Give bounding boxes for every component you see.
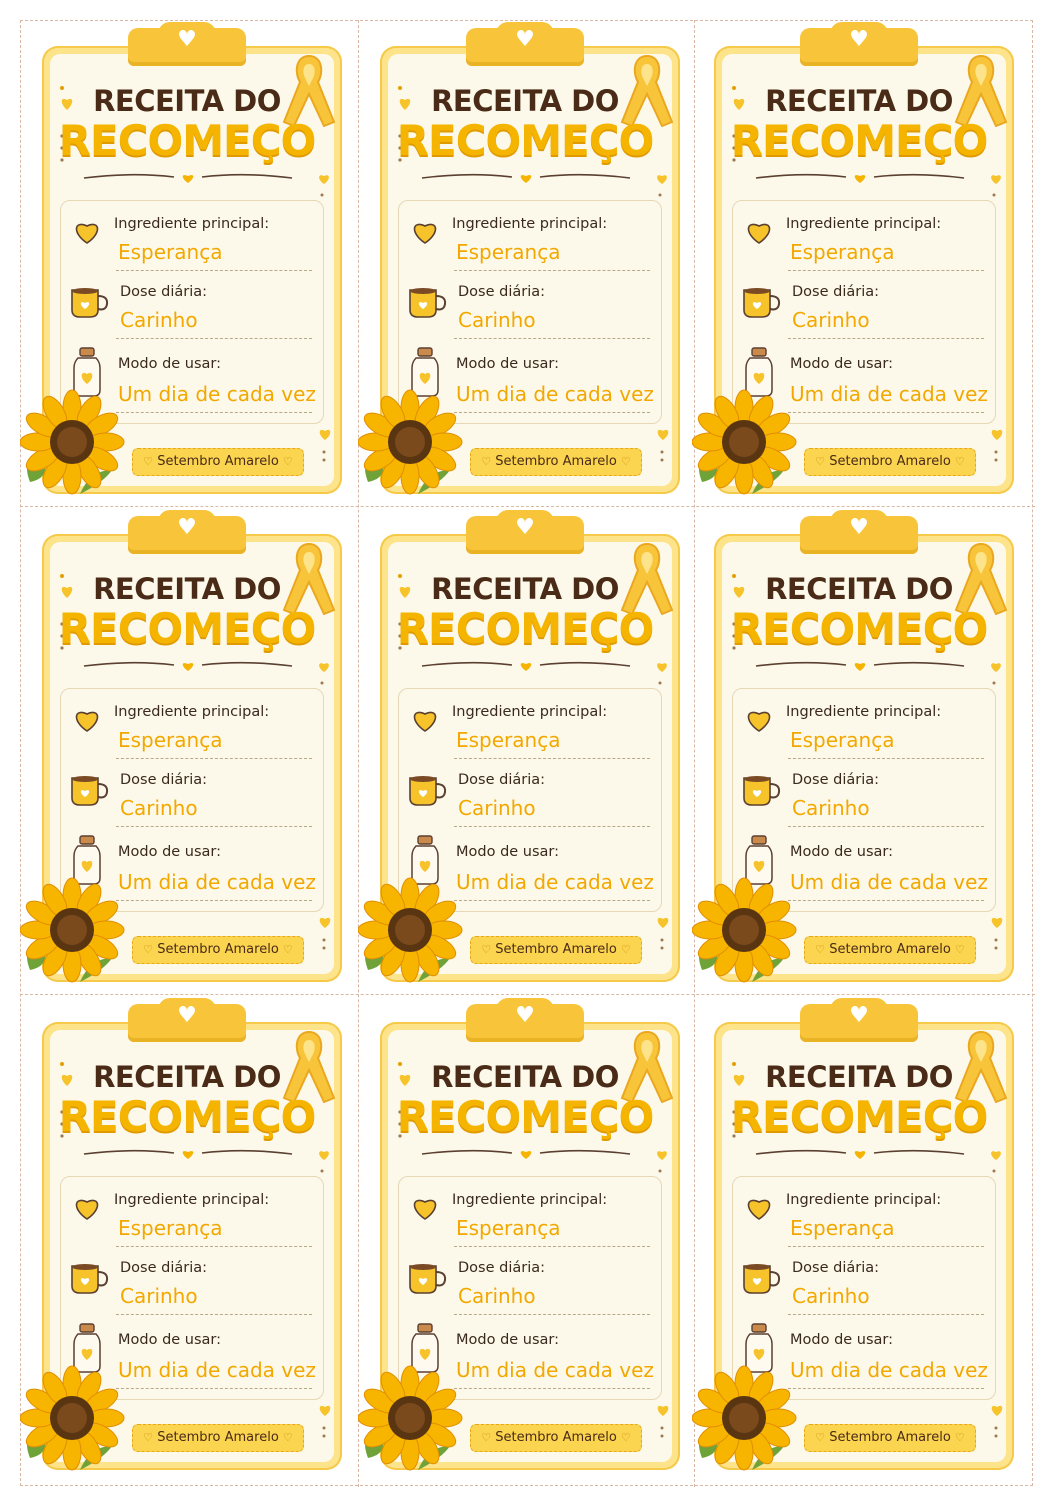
card-title-line2: RECOMEÇO <box>730 604 988 653</box>
writing-line <box>116 1388 312 1389</box>
divider-icon <box>754 170 966 184</box>
sunflower-icon <box>692 386 802 496</box>
ingredient-label: Ingrediente principal: <box>452 216 608 232</box>
card-title-line2: RECOMEÇO <box>396 116 654 165</box>
usage-label: Modo de usar: <box>790 356 894 372</box>
card-title-line1: RECEITA DO <box>765 572 953 606</box>
divider-icon <box>420 1146 632 1160</box>
writing-line <box>454 758 650 759</box>
setembro-amarelo-badge <box>470 1424 642 1452</box>
heart-icon: ♡ <box>143 1431 154 1444</box>
heart-icon <box>654 170 670 186</box>
heart-icon <box>988 1400 1006 1440</box>
usage-label: Modo de usar: <box>456 1332 560 1348</box>
ingredient-value: Esperança <box>118 240 223 264</box>
heart-icon <box>742 704 776 734</box>
ingredient-label: Ingrediente principal: <box>114 1192 270 1208</box>
recipe-card <box>692 996 1026 1484</box>
writing-line <box>116 1246 312 1247</box>
heart-icon <box>70 1192 104 1222</box>
heart-icon <box>742 216 776 246</box>
writing-line <box>454 1388 650 1389</box>
heart-icon <box>316 658 332 674</box>
dose-label: Dose diária: <box>120 1260 207 1276</box>
sunflower-icon <box>692 1362 802 1472</box>
heart-icon <box>742 1192 776 1222</box>
heart-icon: ♡ <box>620 455 631 468</box>
usage-label: Modo de usar: <box>790 844 894 860</box>
writing-line <box>788 412 984 413</box>
heart-icon <box>70 704 104 734</box>
heart-icon <box>316 1400 334 1440</box>
mug-icon <box>406 772 450 808</box>
dose-value: Carinho <box>792 796 870 820</box>
usage-label: Modo de usar: <box>118 356 222 372</box>
heart-icon: ♥ <box>849 27 869 52</box>
heart-icon: ♡ <box>481 943 492 956</box>
dose-value: Carinho <box>120 796 198 820</box>
writing-line <box>116 1314 312 1315</box>
heart-icon: ♡ <box>282 1431 293 1444</box>
recipe-card <box>20 508 354 996</box>
card-title-line1: RECEITA DO <box>93 572 281 606</box>
heart-icon <box>654 1400 672 1440</box>
setembro-amarelo-badge <box>132 1424 304 1452</box>
writing-line <box>454 338 650 339</box>
heart-icon <box>316 1146 332 1162</box>
dose-value: Carinho <box>120 308 198 332</box>
ingredient-label: Ingrediente principal: <box>786 704 942 720</box>
usage-value: Um dia de cada vez <box>456 382 654 406</box>
writing-line <box>454 412 650 413</box>
heart-icon: ♡ <box>815 455 826 468</box>
badge-label: Setembro Amarelo <box>829 942 951 957</box>
card-title-line1: RECEITA DO <box>765 1060 953 1094</box>
divider-icon <box>754 658 966 672</box>
mug-icon <box>68 284 112 320</box>
ingredient-label: Ingrediente principal: <box>452 704 608 720</box>
heart-icon <box>408 1192 442 1222</box>
heart-icon <box>316 912 334 952</box>
card-title-line2: RECOMEÇO <box>58 116 316 165</box>
badge-label: Setembro Amarelo <box>157 942 279 957</box>
heart-icon: ♡ <box>815 943 826 956</box>
dose-label: Dose diária: <box>792 284 879 300</box>
usage-label: Modo de usar: <box>456 844 560 860</box>
divider-icon <box>82 658 294 672</box>
badge-label: Setembro Amarelo <box>829 454 951 469</box>
usage-value: Um dia de cada vez <box>456 1358 654 1382</box>
heart-icon <box>654 1146 670 1162</box>
heart-icon: ♡ <box>620 943 631 956</box>
dose-value: Carinho <box>458 1284 536 1308</box>
heart-icon: ♥ <box>849 1003 869 1028</box>
divider-icon <box>754 1146 966 1160</box>
recipe-card <box>358 508 692 996</box>
card-title-line1: RECEITA DO <box>93 1060 281 1094</box>
sunflower-icon <box>20 386 130 496</box>
divider-icon <box>420 170 632 184</box>
badge-label: Setembro Amarelo <box>495 942 617 957</box>
heart-icon <box>70 216 104 246</box>
recipe-card <box>20 996 354 1484</box>
ingredient-value: Esperança <box>790 728 895 752</box>
ingredient-value: Esperança <box>790 1216 895 1240</box>
usage-value: Um dia de cada vez <box>790 870 988 894</box>
writing-line <box>116 412 312 413</box>
writing-line <box>116 826 312 827</box>
usage-label: Modo de usar: <box>456 356 560 372</box>
dose-value: Carinho <box>792 1284 870 1308</box>
dose-label: Dose diária: <box>120 284 207 300</box>
writing-line <box>454 900 650 901</box>
heart-icon <box>316 424 334 464</box>
heart-icon <box>988 424 1006 464</box>
heart-icon: ♥ <box>515 515 535 540</box>
divider-icon <box>82 170 294 184</box>
ingredient-value: Esperança <box>456 728 561 752</box>
card-title-line2: RECOMEÇO <box>730 1092 988 1141</box>
mug-icon <box>68 1260 112 1296</box>
heart-icon: ♥ <box>177 27 197 52</box>
recipe-card <box>358 996 692 1484</box>
sunflower-icon <box>692 874 802 984</box>
badge-label: Setembro Amarelo <box>495 454 617 469</box>
heart-icon <box>988 170 1004 186</box>
heart-icon: ♡ <box>815 1431 826 1444</box>
recipe-card <box>692 508 1026 996</box>
heart-icon: ♥ <box>515 1003 535 1028</box>
dose-value: Carinho <box>120 1284 198 1308</box>
recipe-card <box>692 20 1026 508</box>
dose-label: Dose diária: <box>120 772 207 788</box>
writing-line <box>788 1314 984 1315</box>
card-title-line2: RECOMEÇO <box>396 1092 654 1141</box>
writing-line <box>454 270 650 271</box>
usage-value: Um dia de cada vez <box>456 870 654 894</box>
card-title-line2: RECOMEÇO <box>58 604 316 653</box>
ingredient-value: Esperança <box>456 1216 561 1240</box>
card-title-line1: RECEITA DO <box>431 572 619 606</box>
ingredient-value: Esperança <box>118 1216 223 1240</box>
badge-label: Setembro Amarelo <box>495 1430 617 1445</box>
usage-label: Modo de usar: <box>790 1332 894 1348</box>
mug-icon <box>740 284 784 320</box>
ingredient-value: Esperança <box>118 728 223 752</box>
usage-value: Um dia de cada vez <box>790 1358 988 1382</box>
heart-icon <box>654 658 670 674</box>
badge-label: Setembro Amarelo <box>157 454 279 469</box>
card-title-line2: RECOMEÇO <box>396 604 654 653</box>
writing-line <box>116 900 312 901</box>
ingredient-label: Ingrediente principal: <box>452 1192 608 1208</box>
sunflower-icon <box>358 1362 468 1472</box>
setembro-amarelo-badge <box>470 936 642 964</box>
sunflower-icon <box>358 874 468 984</box>
usage-value: Um dia de cada vez <box>118 1358 316 1382</box>
card-title-line2: RECOMEÇO <box>730 116 988 165</box>
dose-label: Dose diária: <box>458 772 545 788</box>
recipe-card <box>358 20 692 508</box>
usage-value: Um dia de cada vez <box>118 382 316 406</box>
card-title-line1: RECEITA DO <box>765 84 953 118</box>
heart-icon <box>408 216 442 246</box>
heart-icon: ♡ <box>282 455 293 468</box>
ingredient-value: Esperança <box>790 240 895 264</box>
mug-icon <box>406 1260 450 1296</box>
writing-line <box>454 826 650 827</box>
sunflower-icon <box>20 1362 130 1472</box>
heart-icon: ♡ <box>620 1431 631 1444</box>
writing-line <box>454 1246 650 1247</box>
heart-icon <box>408 704 442 734</box>
setembro-amarelo-badge <box>804 1424 976 1452</box>
badge-label: Setembro Amarelo <box>829 1430 951 1445</box>
usage-label: Modo de usar: <box>118 1332 222 1348</box>
writing-line <box>116 758 312 759</box>
writing-line <box>116 270 312 271</box>
mug-icon <box>740 772 784 808</box>
mug-icon <box>740 1260 784 1296</box>
dose-value: Carinho <box>458 796 536 820</box>
writing-line <box>788 338 984 339</box>
heart-icon <box>654 912 672 952</box>
heart-icon: ♥ <box>515 27 535 52</box>
divider-icon <box>420 658 632 672</box>
writing-line <box>788 758 984 759</box>
ingredient-label: Ingrediente principal: <box>786 1192 942 1208</box>
setembro-amarelo-badge <box>132 936 304 964</box>
writing-line <box>788 1388 984 1389</box>
dose-value: Carinho <box>458 308 536 332</box>
heart-icon: ♡ <box>954 943 965 956</box>
heart-icon: ♡ <box>143 943 154 956</box>
setembro-amarelo-badge <box>132 448 304 476</box>
heart-icon: ♥ <box>177 1003 197 1028</box>
writing-line <box>788 900 984 901</box>
badge-label: Setembro Amarelo <box>157 1430 279 1445</box>
heart-icon: ♡ <box>282 943 293 956</box>
sunflower-icon <box>358 386 468 496</box>
dose-label: Dose diária: <box>792 772 879 788</box>
setembro-amarelo-badge <box>804 448 976 476</box>
writing-line <box>454 1314 650 1315</box>
dose-label: Dose diária: <box>792 1260 879 1276</box>
setembro-amarelo-badge <box>804 936 976 964</box>
heart-icon: ♡ <box>143 455 154 468</box>
recipe-card <box>20 20 354 508</box>
writing-line <box>116 338 312 339</box>
sunflower-icon <box>20 874 130 984</box>
heart-icon <box>316 170 332 186</box>
heart-icon <box>988 1146 1004 1162</box>
ingredient-value: Esperança <box>456 240 561 264</box>
mug-icon <box>68 772 112 808</box>
divider-icon <box>82 1146 294 1160</box>
heart-icon: ♡ <box>481 455 492 468</box>
dose-label: Dose diária: <box>458 1260 545 1276</box>
writing-line <box>788 826 984 827</box>
card-title-line1: RECEITA DO <box>93 84 281 118</box>
heart-icon: ♥ <box>177 515 197 540</box>
usage-label: Modo de usar: <box>118 844 222 860</box>
card-title-line1: RECEITA DO <box>431 1060 619 1094</box>
card-title-line2: RECOMEÇO <box>58 1092 316 1141</box>
mug-icon <box>406 284 450 320</box>
setembro-amarelo-badge <box>470 448 642 476</box>
ingredient-label: Ingrediente principal: <box>114 216 270 232</box>
usage-value: Um dia de cada vez <box>790 382 988 406</box>
writing-line <box>788 270 984 271</box>
writing-line <box>788 1246 984 1247</box>
dose-label: Dose diária: <box>458 284 545 300</box>
card-title-line1: RECEITA DO <box>431 84 619 118</box>
heart-icon: ♡ <box>481 1431 492 1444</box>
heart-icon <box>988 912 1006 952</box>
heart-icon: ♥ <box>849 515 869 540</box>
ingredient-label: Ingrediente principal: <box>786 216 942 232</box>
dose-value: Carinho <box>792 308 870 332</box>
ingredient-label: Ingrediente principal: <box>114 704 270 720</box>
heart-icon: ♡ <box>954 455 965 468</box>
heart-icon <box>988 658 1004 674</box>
heart-icon: ♡ <box>954 1431 965 1444</box>
usage-value: Um dia de cada vez <box>118 870 316 894</box>
heart-icon <box>654 424 672 464</box>
